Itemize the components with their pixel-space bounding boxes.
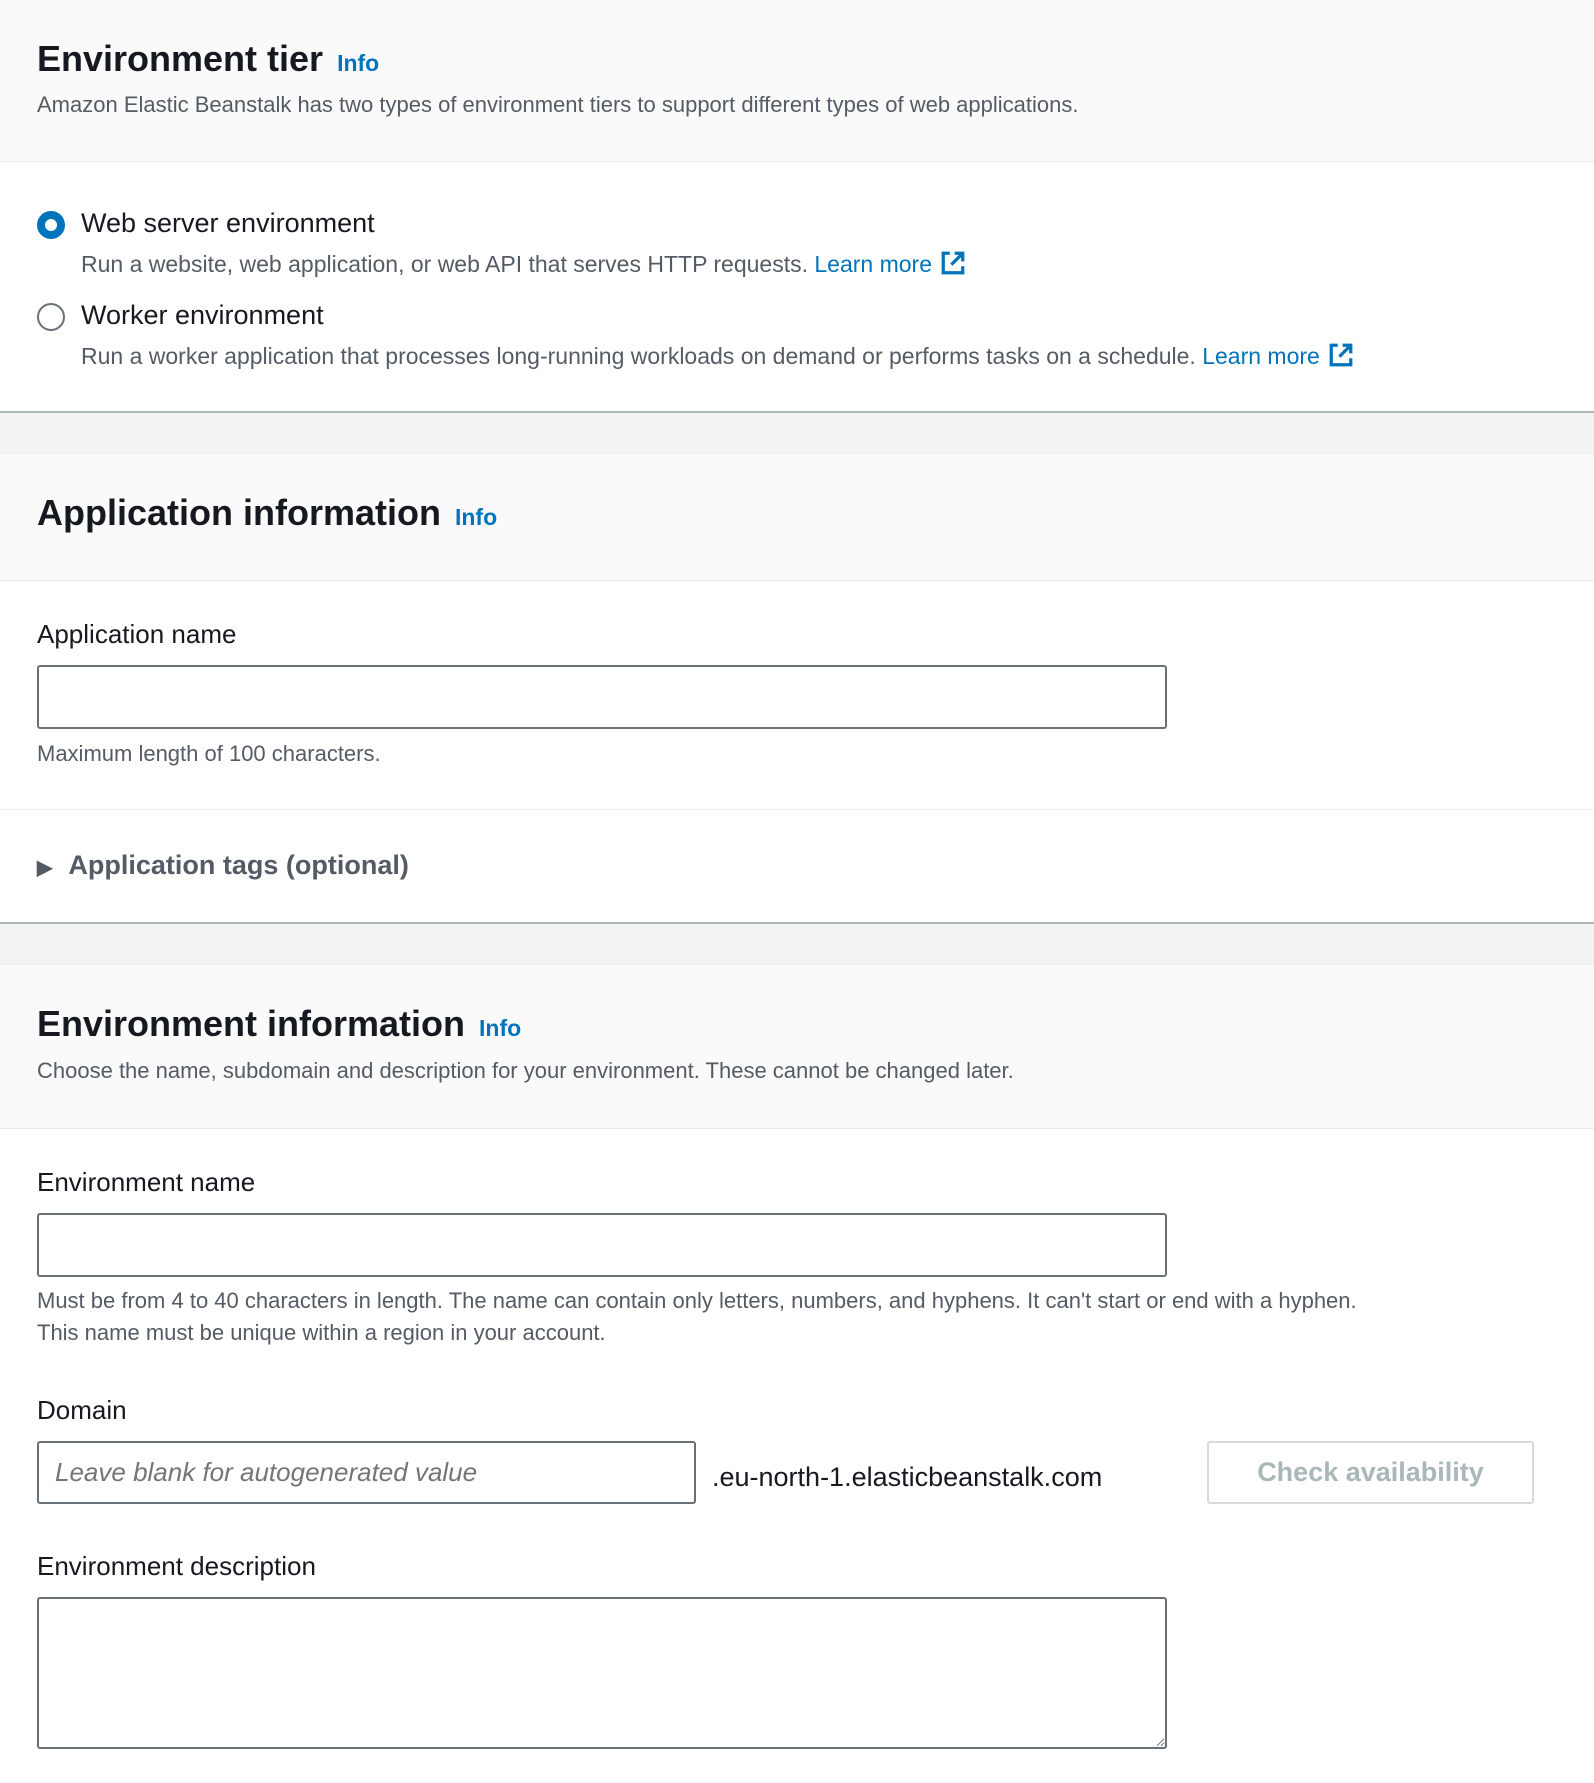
environment-tier-title <box>37 38 379 80</box>
application-info-link[interactable]: Info <box>454 504 498 530</box>
external-link-icon <box>1328 342 1354 368</box>
environment-info-header <box>0 964 1594 1129</box>
web-server-label[interactable]: Web server environment <box>81 208 375 238</box>
environment-tier-info-link[interactable]: Info <box>337 50 380 76</box>
environment-name-hint: Must be from 4 to 40 characters in length. The name can contain only letters, numbers, and hyphens. It can't start or end with a hyphen. <box>37 1288 1357 1313</box>
domain-input[interactable] <box>37 1441 696 1504</box>
environment-tier-header <box>0 0 1594 162</box>
application-info-title <box>37 492 497 534</box>
environment-info-description: Choose the name, subdomain and description for your environment. These cannot be changed later. <box>37 1058 1014 1083</box>
web-server-description <box>81 250 966 278</box>
learn-more-text: Learn more <box>814 251 933 277</box>
worker-learn-more-link[interactable] <box>1202 343 1354 369</box>
radio-worker[interactable] <box>37 303 65 331</box>
check-availability-button[interactable]: Check availability <box>1207 1441 1534 1504</box>
option-description: Run a website, web application, or web API that serves HTTP requests. <box>81 251 808 277</box>
worker-label[interactable]: Worker environment <box>81 300 324 330</box>
worker-description <box>81 342 1354 370</box>
section-title-text: Environment tier <box>37 38 324 79</box>
domain-suffix: .eu-north-1.elasticbeanstalk.com <box>712 1462 1103 1492</box>
domain-label: Domain <box>37 1395 127 1425</box>
external-link-icon <box>940 250 966 276</box>
environment-info-title <box>37 1003 521 1045</box>
section-title-text: Application information <box>37 492 441 533</box>
caret-right-icon: ▶ <box>37 857 53 879</box>
application-tags-expander[interactable] <box>37 850 409 881</box>
environment-info-link[interactable]: Info <box>479 1015 522 1041</box>
option-description: Run a worker application that processes long-running workloads on demand or performs tasks on a schedule. <box>81 343 1196 369</box>
application-name-input[interactable] <box>37 665 1167 729</box>
application-name-hint: Maximum length of 100 characters. <box>37 741 381 766</box>
application-name-label: Application name <box>37 619 237 649</box>
section-title-text: Environment information <box>37 1003 466 1044</box>
radio-web-server[interactable] <box>37 211 65 239</box>
environment-description-textarea[interactable] <box>37 1597 1167 1749</box>
divider <box>0 809 1594 810</box>
section-gap <box>0 922 1594 964</box>
web-server-learn-more-link[interactable] <box>814 251 966 277</box>
environment-description-label: Environment description <box>37 1551 316 1581</box>
environment-tier-description: Amazon Elastic Beanstalk has two types of environment tiers to support different types of web applications. <box>37 92 1079 117</box>
environment-name-input[interactable] <box>37 1213 1167 1277</box>
environment-name-label: Environment name <box>37 1167 256 1197</box>
application-tags-label: Application tags (optional) <box>68 850 409 880</box>
environment-name-hint-2: This name must be unique within a region in your account. <box>37 1320 606 1345</box>
learn-more-text: Learn more <box>1202 343 1320 369</box>
section-gap <box>0 411 1594 453</box>
